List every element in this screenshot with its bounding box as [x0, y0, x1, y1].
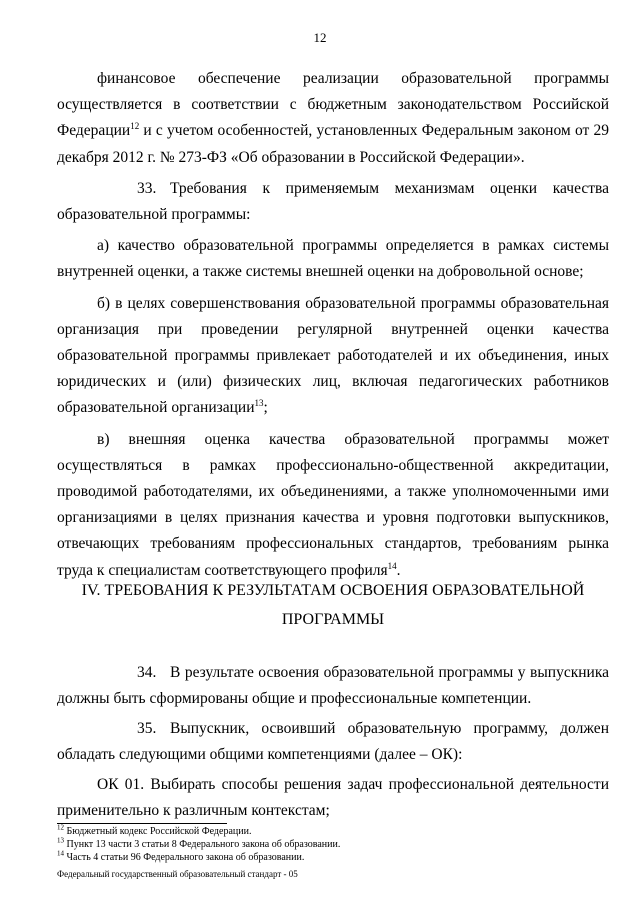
- section-heading: [57, 576, 609, 634]
- footnote-ref: 12: [130, 121, 140, 132]
- footnotes: [57, 825, 609, 864]
- paragraph-number: 33.: [137, 179, 157, 197]
- section-text: [57, 660, 609, 828]
- section-heading-line1: IV. ТРЕБОВАНИЯ К РЕЗУЛЬТАТАМ ОСВОЕНИЯ ОБРАЗОВАТЕЛЬНОЙ: [81, 582, 585, 599]
- footnote-text: Пункт 13 части 3 статьи 8 Федерального закона об образовании.: [64, 839, 341, 850]
- paragraph-text: В результате освоения образовательной программы у выпускника должны быть сформированы общие и профессиональные компетенции.: [57, 664, 609, 707]
- paragraph-text: б) в целях совершенствования образовательной программы образовательная организация при проведении регулярной внутренней оценки качества образовательной программы привлекает работодателей и их объединения, иных юридических и (или) физических лиц, включая педагогических работников образовательной организации: [57, 294, 609, 417]
- paragraph-financing: [57, 66, 609, 171]
- paragraph-text: Требования к применяемым механизмам оценки качества образовательной программы:: [57, 179, 609, 224]
- footnote: [57, 838, 609, 851]
- footnote: [57, 825, 609, 838]
- footnote-ref: 13: [254, 398, 264, 409]
- paragraph-34: [57, 660, 609, 712]
- footnote-number: 14: [57, 849, 64, 858]
- paragraph-text-tail: .: [396, 561, 401, 579]
- paragraph-text: в) внешняя оценка качества образовательной программы может осуществляться в рамках профессионально-общественной аккредитации, проводимой работодателями, их объединениями, а также уполномоченными ими организациями в целях признания качества и уровня подготовки выпускников, отвечающих требованиям профессиональных стандартов, требованиям рынка труда к специалистам соответствующего профиля: [57, 430, 609, 579]
- footnote: [57, 851, 609, 864]
- paragraph-35: [57, 716, 609, 768]
- footnote-divider: [57, 823, 227, 824]
- paragraph-number: 34.: [137, 664, 157, 681]
- paragraph-text: финансовое обеспечение реализации образовательной программы осуществляется в соответствии с бюджетным законодательством Российской Федерации: [57, 70, 609, 140]
- page-footer: Федеральный государственный образовательный стандарт - 05: [57, 869, 298, 879]
- main-text: [57, 66, 609, 589]
- paragraph-text-tail: ;: [263, 399, 268, 417]
- paragraph-ok01: ОК 01. Выбирать способы решения задач профессиональной деятельности применительно к различным контекстам;: [57, 776, 609, 819]
- paragraph-b: [57, 291, 609, 422]
- paragraph-text: Выпускник, освоивший образовательную программу, должен обладать следующими общими компетенциями (далее – ОК):: [57, 720, 609, 763]
- paragraph-33: [57, 176, 609, 228]
- paragraph-number: 35.: [137, 720, 157, 737]
- footnote-number: 13: [57, 836, 64, 845]
- footnote-ref: 14: [387, 560, 397, 571]
- footnote-text: Бюджетный кодекс Российской Федерации.: [64, 826, 252, 837]
- page-number: 12: [313, 30, 327, 45]
- section-heading-line2: ПРОГРАММЫ: [281, 611, 385, 628]
- paragraph-text-tail: и с учетом особенностей, установленных Федеральным законом от 29 декабря 2012 г. № 273-ФЗ «Об образовании в Российской Федерации».: [57, 122, 609, 166]
- footnote-number: 12: [57, 823, 64, 832]
- paragraph-a: а) качество образовательной программы определяется в рамках системы внутренней оценки, а также системы внешней оценки на добровольной основе;: [57, 237, 609, 281]
- paragraph-v: [57, 427, 609, 584]
- footnote-text: Часть 4 статьи 96 Федерального закона об образовании.: [64, 852, 305, 863]
